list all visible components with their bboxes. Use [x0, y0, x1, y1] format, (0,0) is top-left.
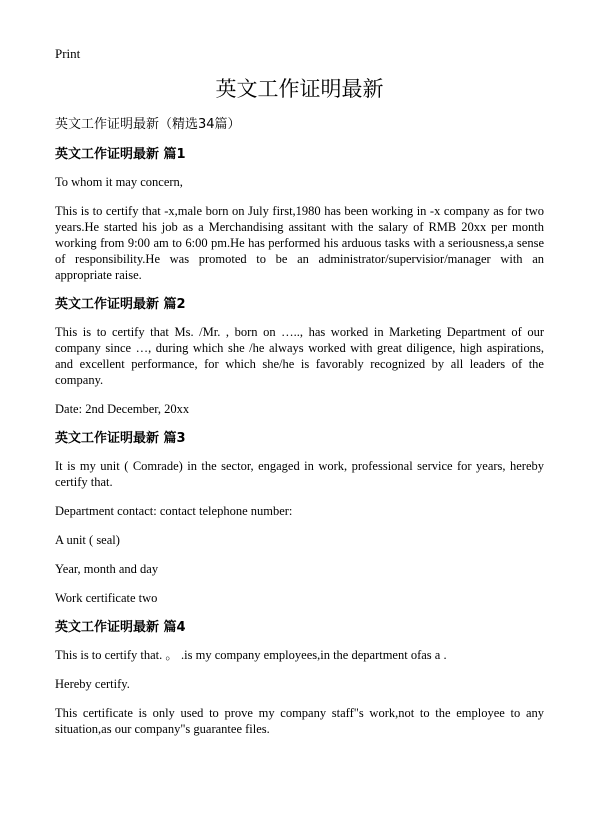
section-paragraph: It is my unit ( Comrade) in the sector, engaged in work, professional service for years, hereby certify that.: [55, 459, 544, 489]
section-paragraph: Date: 2nd December, 20xx: [55, 402, 190, 416]
section-paragraph: Work certificate two: [55, 591, 158, 605]
document-title: 英文工作证明最新: [215, 77, 384, 101]
section-heading: 英文工作证明最新 篇3: [55, 431, 186, 446]
section-paragraph: Department contact: contact telephone number:: [55, 504, 293, 518]
document-subtitle: 英文工作证明最新（精选34篇）: [55, 117, 241, 132]
section-heading: 英文工作证明最新 篇2: [55, 297, 186, 312]
print-label: Print: [55, 46, 81, 61]
section-paragraph: This certificate is only used to prove my company staff"s work,not to the employee to any situation,as our company"s guarantee files.: [55, 706, 544, 736]
section-heading: 英文工作证明最新 篇1: [55, 147, 186, 162]
section-paragraph: Year, month and day: [55, 562, 159, 576]
section-2: [55, 296, 544, 417]
section-paragraph: To whom it may concern,: [55, 175, 183, 189]
section-paragraph: This is to certify that -x,male born on July first,1980 has been working in -x company as for two years.He started his job as a Merchandising assitant with the salary of RMB 20xx per month working from 9:00 am to 6:00 pm.He has performed his arduous tasks with a seriousness,a sense of responsibility.He was promoted to be an administrator/supervisior/manager with an appropriate raise.: [55, 204, 544, 282]
section-paragraph: A unit ( seal): [55, 533, 120, 547]
section-paragraph: Hereby certify.: [55, 677, 130, 691]
section-paragraph: This is to certify that Ms. /Mr. , born on ….., has worked in Marketing Department of our company since …, during which she /he always worked with great diligence, high aspirations, and excellent performance, for which she/he is favorably recognized by all leaders of the company.: [55, 325, 544, 387]
section-1: [55, 146, 544, 283]
section-heading: 英文工作证明最新 篇4: [55, 620, 186, 635]
section-4: [55, 619, 544, 737]
section-3: [55, 430, 544, 606]
section-paragraph: This is to certify that. 。 .is my company employees,in the department ofas a .: [55, 648, 447, 662]
